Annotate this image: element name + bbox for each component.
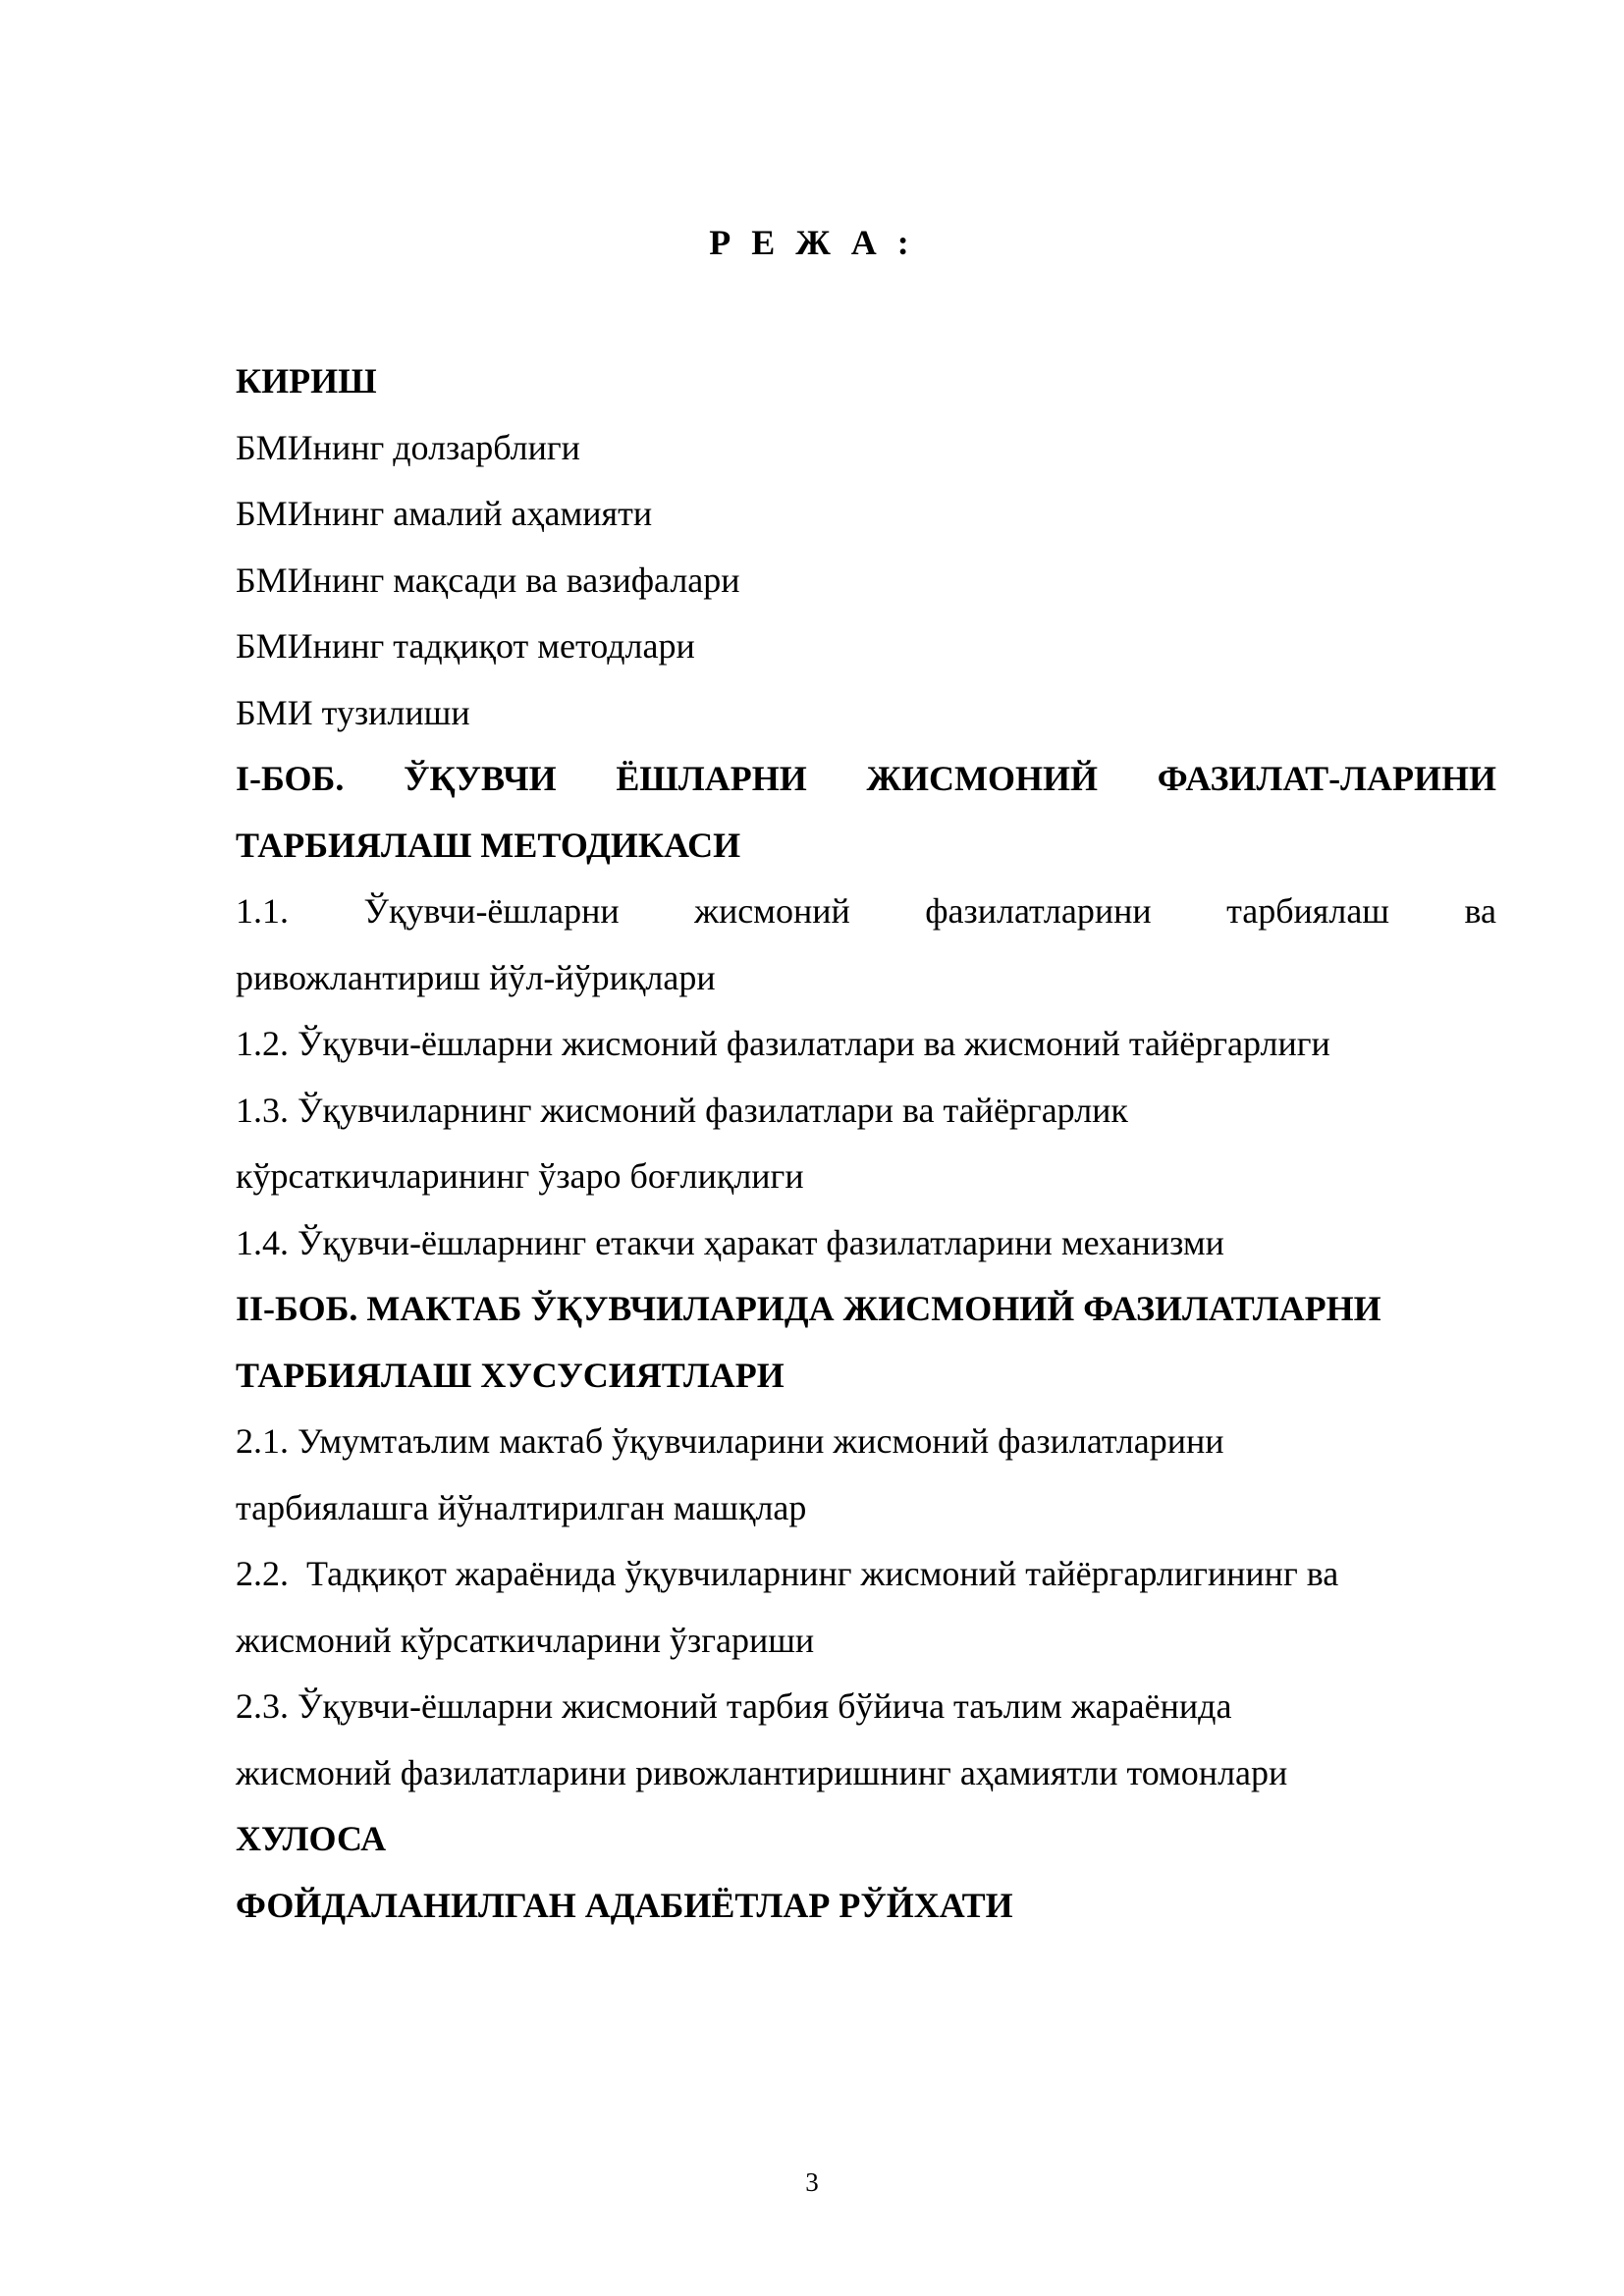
toc-section-2-3-line-1: 2.3. Ўқувчи-ёшларни жисмоний тарбия бўйича таълим жараёнида xyxy=(236,1686,1232,1726)
toc-heading-references: ФОЙДАЛАНИЛГАН АДАБИЁТЛАР РЎЙХАТИ xyxy=(236,1885,1013,1925)
toc-section-1-3-line-2: кўрсаткичларининг ўзаро боғлиқлиги xyxy=(236,1156,804,1196)
toc-heading-introduction: КИРИШ xyxy=(236,361,377,400)
toc-item-structure: БМИ тузилиши xyxy=(236,692,470,732)
toc-section-1-2: 1.2. Ўқувчи-ёшларни жисмоний фазилатлари ва жисмоний тайёргарлиги xyxy=(236,1024,1330,1063)
toc-section-2-3-line-2: жисмоний фазилатларини ривожлантиришнинг аҳамиятли томонлари xyxy=(236,1752,1288,1792)
toc-chapter-1-heading-line-2: ТАРБИЯЛАШ МЕТОДИКАСИ xyxy=(236,825,741,865)
toc-section-2-1-line-1: 2.1. Умумтаълим мактаб ўқувчиларини жисмоний фазилатларини xyxy=(236,1421,1224,1461)
toc-section-1-1-line-2: ривожлантириш йўл-йўриқлари xyxy=(236,957,716,997)
toc-item-practical-importance: БМИнинг амалий аҳамияти xyxy=(236,494,653,533)
page-number: 3 xyxy=(805,2167,819,2197)
toc-section-1-4: 1.4. Ўқувчи-ёшларнинг етакчи ҳаракат фазилатларини механизми xyxy=(236,1222,1224,1262)
toc-heading-conclusion: ХУЛОСА xyxy=(236,1819,387,1858)
toc-chapter-1-heading-line-1: I-БОБ. ЎҚУВЧИ ЁШЛАРНИ ЖИСМОНИЙ ФАЗИЛАТ-ЛАРИНИ xyxy=(236,759,1496,798)
toc-section-2-2-line-2: жисмоний кўрсаткичларини ўзгариши xyxy=(236,1620,815,1660)
toc-item-goals-tasks: БМИнинг мақсади ва вазифалари xyxy=(236,560,740,600)
table-of-contents xyxy=(236,348,1496,1939)
page-title: Р Е Ж А : xyxy=(709,223,915,262)
toc-item-research-methods: БМИнинг тадқиқот методлари xyxy=(236,626,695,666)
toc-section-1-1-line-1: 1.1. Ўқувчи-ёшларни жисмоний фазилатларини тарбиялаш ва xyxy=(236,891,1496,931)
toc-section-2-1-line-2: тарбиялашга йўналтирилган машқлар xyxy=(236,1487,807,1527)
toc-chapter-2-heading-line-2: ТАРБИЯЛАШ ХУСУСИЯТЛАРИ xyxy=(236,1355,785,1395)
toc-section-1-3-line-1: 1.3. Ўқувчиларнинг жисмоний фазилатлари ва тайёргарлик xyxy=(236,1090,1128,1130)
toc-chapter-2-heading-line-1: II-БОБ. МАКТАБ ЎҚУВЧИЛАРИДА ЖИСМОНИЙ ФАЗИЛАТЛАРНИ xyxy=(236,1289,1381,1328)
toc-item-relevance: БМИнинг долзарблиги xyxy=(236,427,580,467)
toc-section-2-2-line-1: 2.2. Тадқиқот жараёнида ўқувчиларнинг жисмоний тайёргарлигининг ва xyxy=(236,1554,1339,1593)
